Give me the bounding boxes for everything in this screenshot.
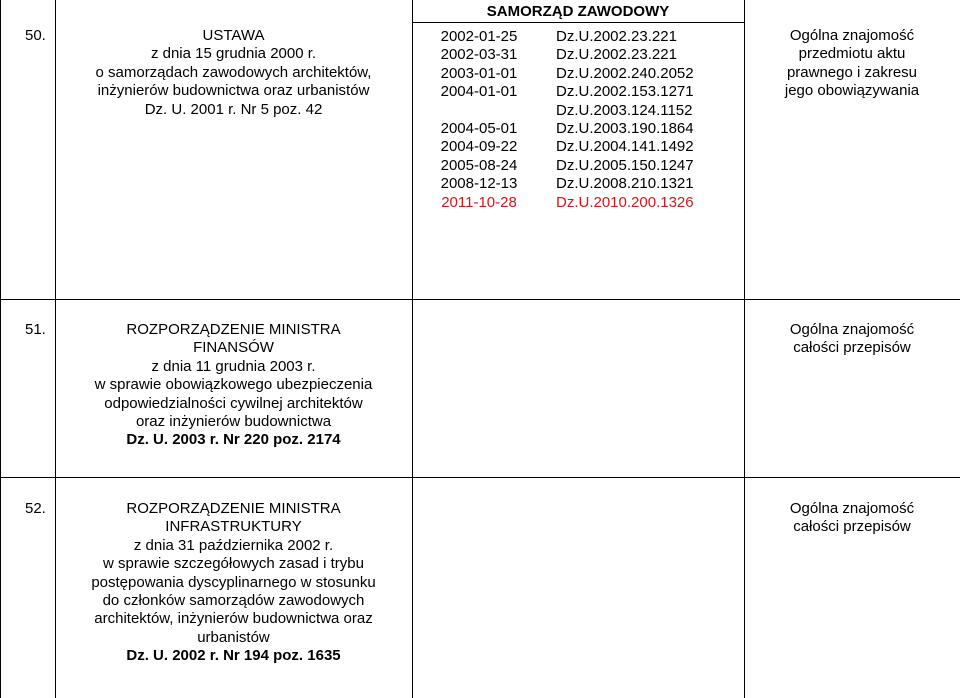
act-line: FINANSÓW: [193, 339, 274, 357]
row-divider-header: [412, 22, 744, 23]
act-line: o samorządach zawodowych architektów,: [95, 63, 372, 81]
act-line: architektów, inżynierów budownictwa oraz: [94, 610, 373, 628]
act-citation: Dz. U. 2002 r. Nr 194 poz. 1635: [126, 647, 341, 665]
act-title: [55, 500, 412, 666]
scope-line: całości przepisów: [793, 339, 911, 357]
act-line: do członków samorządów zawodowych: [102, 592, 365, 610]
act-line: z dnia 15 grudnia 2000 r.: [150, 45, 317, 63]
scope-description: [744, 500, 960, 537]
act-line: oraz inżynierów budownictwa: [135, 413, 332, 431]
scope-line: Ogólna znajomość: [789, 500, 915, 517]
act-title: [55, 321, 412, 450]
amendment-date: 2003-01-01: [440, 64, 518, 82]
act-line: z dnia 11 grudnia 2003 r.: [151, 357, 316, 375]
amendment-ref: Dz.U.2002.23.221: [556, 28, 677, 45]
row-divider-51: [0, 477, 960, 478]
amendment-ref: Dz.U.2005.150.1247: [556, 156, 694, 174]
scope-line: przedmiotu aktu: [798, 45, 906, 63]
scope-line: jego obowiązywania: [784, 82, 920, 100]
act-line: z dnia 31 października 2002 r.: [133, 536, 334, 554]
act-line: ROZPORZĄDZENIE MINISTRA: [126, 321, 341, 338]
amendment-dates: [412, 28, 546, 212]
act-citation: Dz. U. 2003 r. Nr 220 poz. 2174: [126, 431, 341, 449]
act-line: INFRASTRUKTURY: [165, 518, 302, 536]
amendment-ref: Dz.U.2003.124.1152: [556, 101, 693, 119]
act-title: [55, 27, 412, 119]
amendment-date: 2008-12-13: [440, 175, 518, 193]
scope-line: prawnego i zakresu: [786, 63, 918, 81]
act-citation: Dz. U. 2001 r. Nr 5 poz. 42: [144, 100, 323, 118]
amendment-date: 2004-01-01: [440, 83, 518, 101]
act-line: urbanistów: [197, 628, 270, 646]
amendment-ref-latest: Dz.U.2010.200.1326: [556, 193, 694, 211]
amendment-date-empty: [412, 102, 546, 120]
act-line: USTAWA: [202, 27, 265, 44]
amendment-ref: Dz.U.2004.141.1492: [556, 138, 694, 156]
row-number: 50.: [25, 27, 46, 44]
amendment-date: 2005-08-24: [440, 156, 518, 174]
act-line: odpowiedzialności cywilnej architektów: [104, 394, 363, 412]
row-number: 52.: [25, 500, 46, 517]
act-line: w sprawie obowiązkowego ubezpieczenia: [94, 376, 373, 394]
amendment-date-latest: 2011-10-28: [441, 193, 517, 211]
amendment-refs: [556, 28, 716, 212]
amendment-ref: Dz.U.2002.240.2052: [556, 64, 694, 82]
amendment-date: 2004-05-01: [440, 120, 518, 138]
scope-line: Ogólna znajomość: [789, 321, 915, 338]
amendment-date: 2004-09-22: [440, 138, 518, 156]
scope-line: Ogólna znajomość: [789, 27, 915, 44]
amendment-date: 2002-01-25: [440, 28, 518, 45]
scope-description: [744, 321, 960, 358]
act-line: w sprawie szczegółowych zasad i trybu: [103, 555, 364, 573]
row-divider-50: [0, 299, 960, 300]
act-line: postępowania dyscyplinarnego w stosunku: [91, 573, 376, 591]
act-line: ROZPORZĄDZENIE MINISTRA: [126, 500, 341, 517]
amendment-ref: Dz.U.2008.210.1321: [556, 175, 694, 193]
amendment-ref: Dz.U.2002.23.221: [556, 46, 677, 64]
scope-line: całości przepisów: [793, 518, 911, 536]
act-line: inżynierów budownictwa oraz urbanistów: [97, 82, 370, 100]
amendment-ref: Dz.U.2003.190.1864: [556, 120, 694, 138]
amendment-date: 2002-03-31: [440, 46, 518, 64]
row-number: 51.: [25, 321, 46, 338]
scope-description: [744, 27, 960, 101]
table-border-left: [0, 0, 1, 698]
amendment-ref: Dz.U.2002.153.1271: [556, 83, 694, 101]
section-header: SAMORZĄD ZAWODOWY: [486, 3, 670, 20]
